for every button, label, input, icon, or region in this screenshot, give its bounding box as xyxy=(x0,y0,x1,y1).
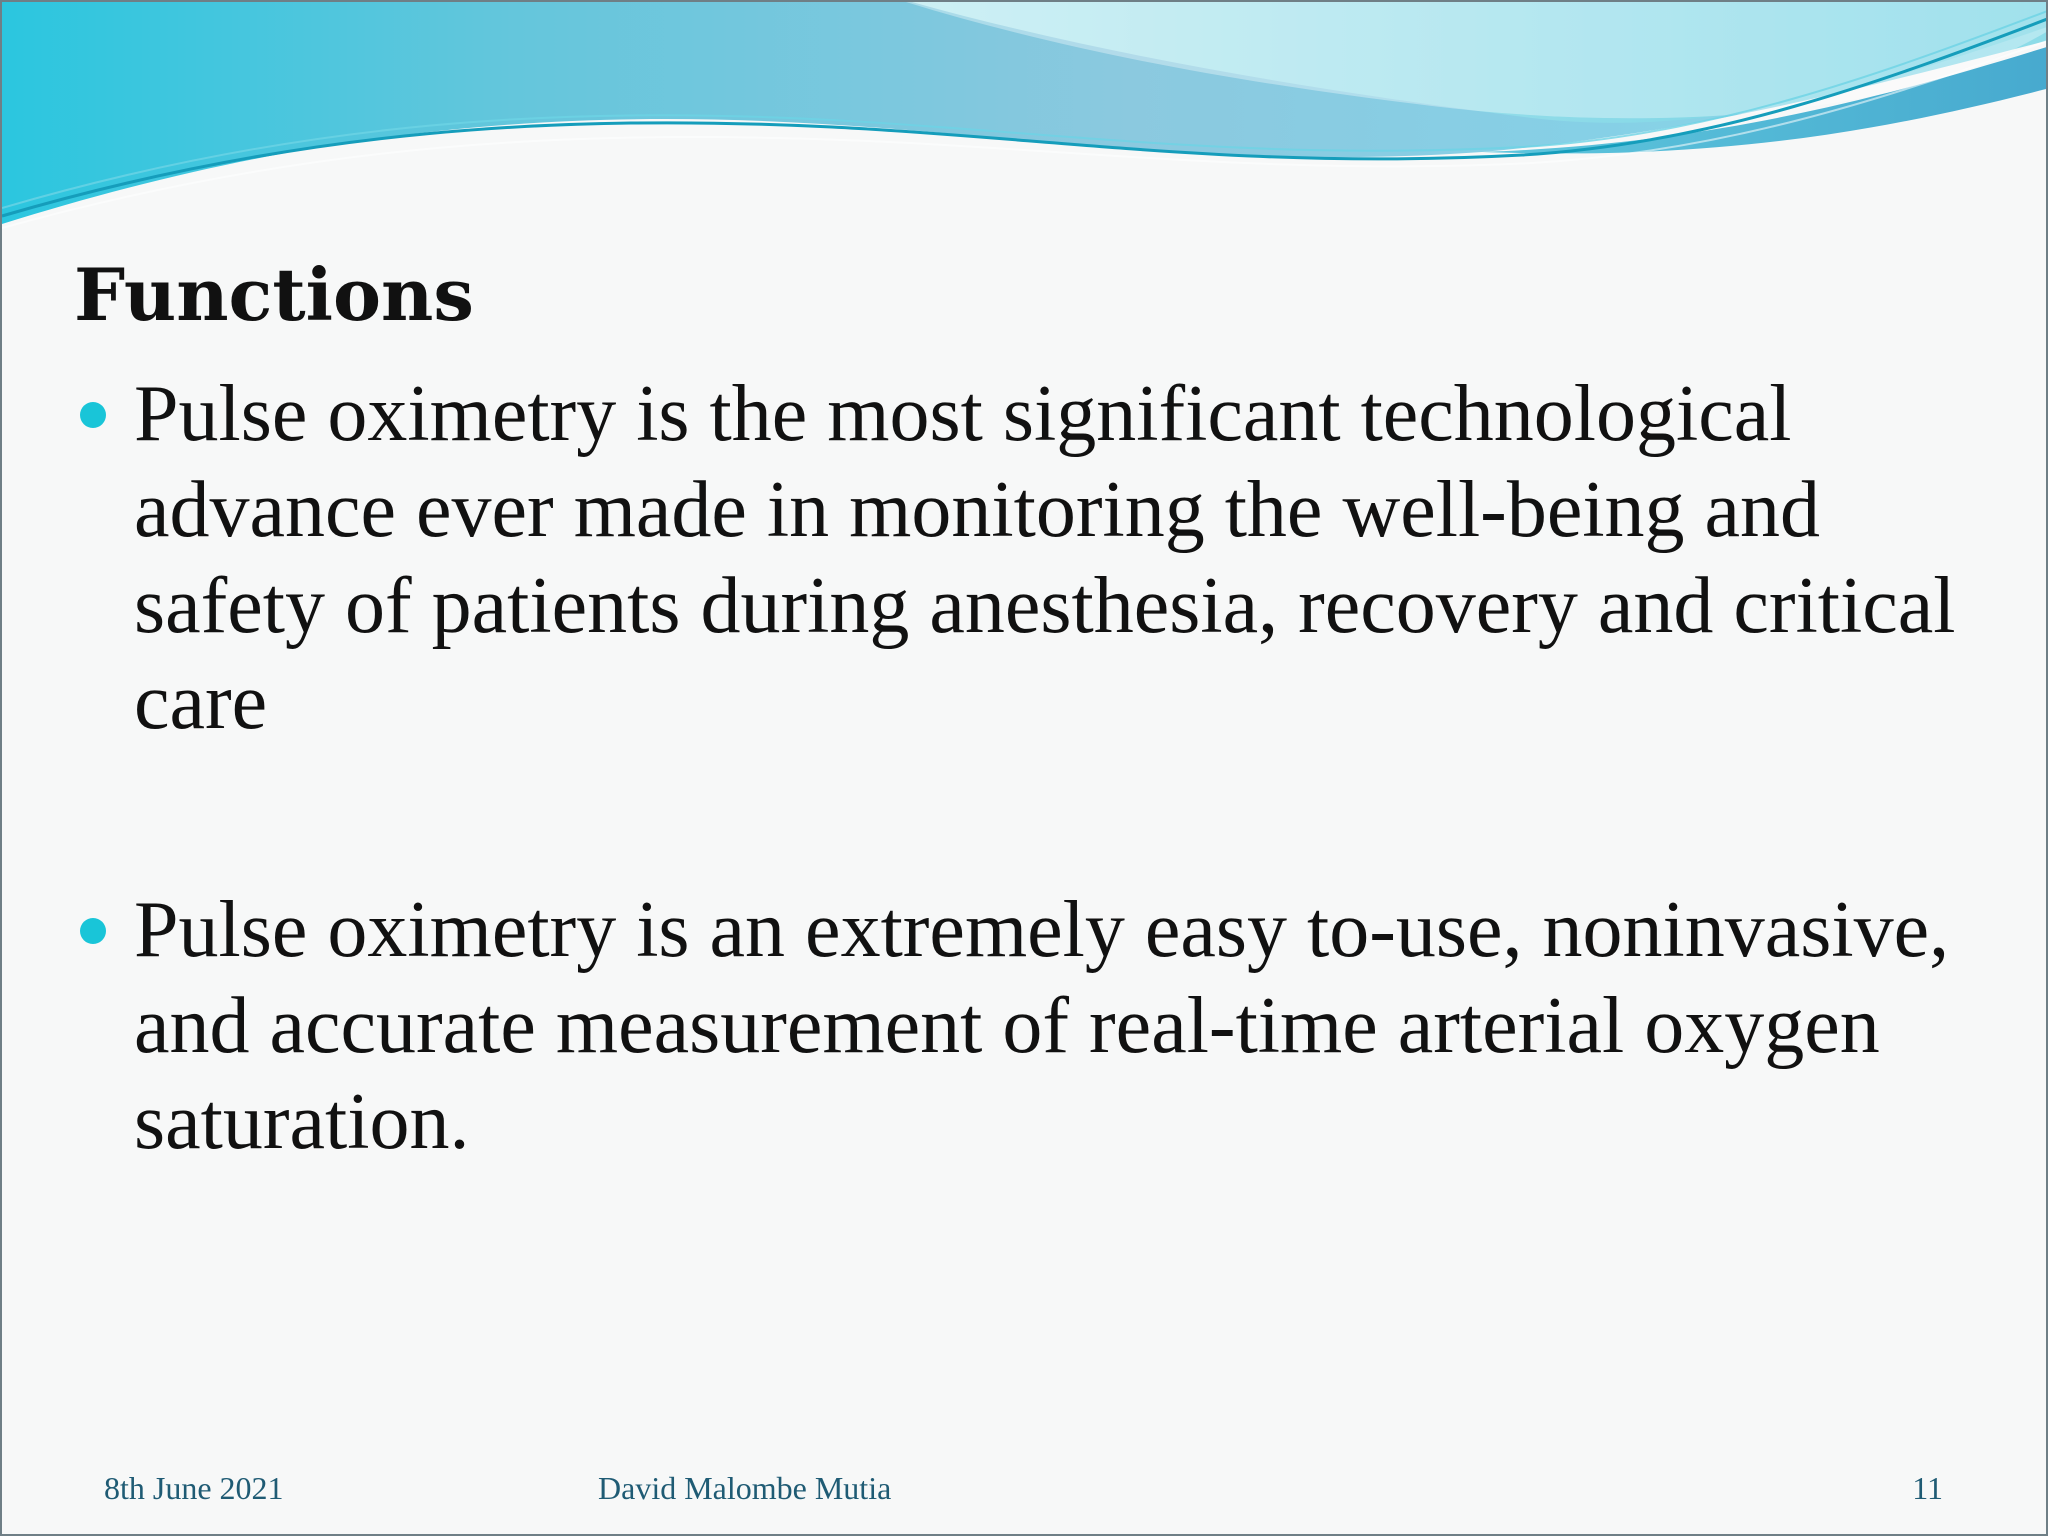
slide-page-number: 11 xyxy=(1912,1470,1943,1506)
footer-date: 8th June 2021 xyxy=(104,1470,284,1506)
bullet-item xyxy=(134,882,1994,1170)
bullet-item xyxy=(134,366,1994,750)
bullet-list xyxy=(2,2,2048,1536)
slide-title: Functions xyxy=(74,252,474,337)
bullet-dot-icon xyxy=(80,402,106,428)
bullet-text: Pulse oximetry is an extremely easy to-use, noninvasive, and accurate measurement of real-time arterial oxygen saturation. xyxy=(134,886,1950,1166)
bullet-text: Pulse oximetry is the most significant technological advance ever made in monitoring the well-being and safety of patients during anesthesia, recovery and critical care xyxy=(134,370,1956,746)
bullet-dot-icon xyxy=(80,918,106,944)
footer-author: David Malombe Mutia xyxy=(598,1470,892,1506)
